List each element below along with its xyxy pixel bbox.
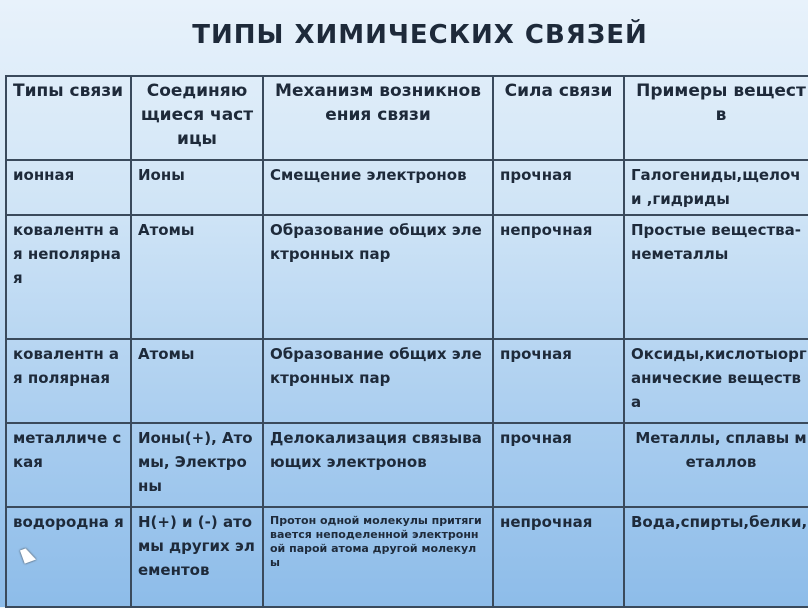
cell-strength: прочная [493,339,624,423]
cell-strength: прочная [493,423,624,507]
cell-bond-type: ковалентн ая полярная [6,339,131,423]
cell-particles: Ионы [131,160,263,215]
cell-particles: Атомы [131,215,263,339]
chemical-bonds-table [5,75,808,608]
header-examples: Примеры веществ [624,76,808,160]
cell-examples: Простые вещества-неметаллы [624,215,808,339]
cell-particles: Атомы [131,339,263,423]
cell-bond-type: ковалентн ая неполярна я [6,215,131,339]
header-bond-type: Типы связи [6,76,131,160]
cell-mechanism: Делокализация связывающих электронов [263,423,493,507]
cell-bond-type: ионная [6,160,131,215]
cell-bond-type: водородна я [6,507,131,607]
cell-strength: прочная [493,160,624,215]
cell-mechanism: Образование общих электронных пар [263,215,493,339]
cell-examples: Галогениды,щелочи ,гидриды [624,160,808,215]
slide-title: ТИПЫ ХИМИЧЕСКИХ СВЯЗЕЙ [192,20,648,50]
cell-mechanism: Протон одной молекулы притягивается неподеленной электронной парой атома другой молекулы [263,507,493,607]
cell-strength: непрочная [493,215,624,339]
header-particles: Соединяю щиеся частицы [131,76,263,160]
cell-examples: Оксиды,кислотыорг анические вещества [624,339,808,423]
cell-mechanism: Образование общих электронных пар [263,339,493,423]
header-strength: Сила связи [493,76,624,160]
cell-particles: Ионы(+), Атомы, Электроны [131,423,263,507]
cell-particles: Н(+) и (-) атомы других элементов [131,507,263,607]
table-row [6,507,808,607]
header-mechanism: Механизм возникновения связи [263,76,493,160]
cell-mechanism: Смещение электронов [263,160,493,215]
cell-bond-type: металличе ская [6,423,131,507]
cell-strength: непрочная [493,507,624,607]
cell-examples: Вода,спирты,белки, [624,507,808,607]
table-row [6,215,808,339]
table-row [6,339,808,423]
table-header-row [6,76,808,160]
cell-examples: Металлы, сплавы металлов [624,423,808,507]
table-row [6,423,808,507]
table-row [6,160,808,215]
